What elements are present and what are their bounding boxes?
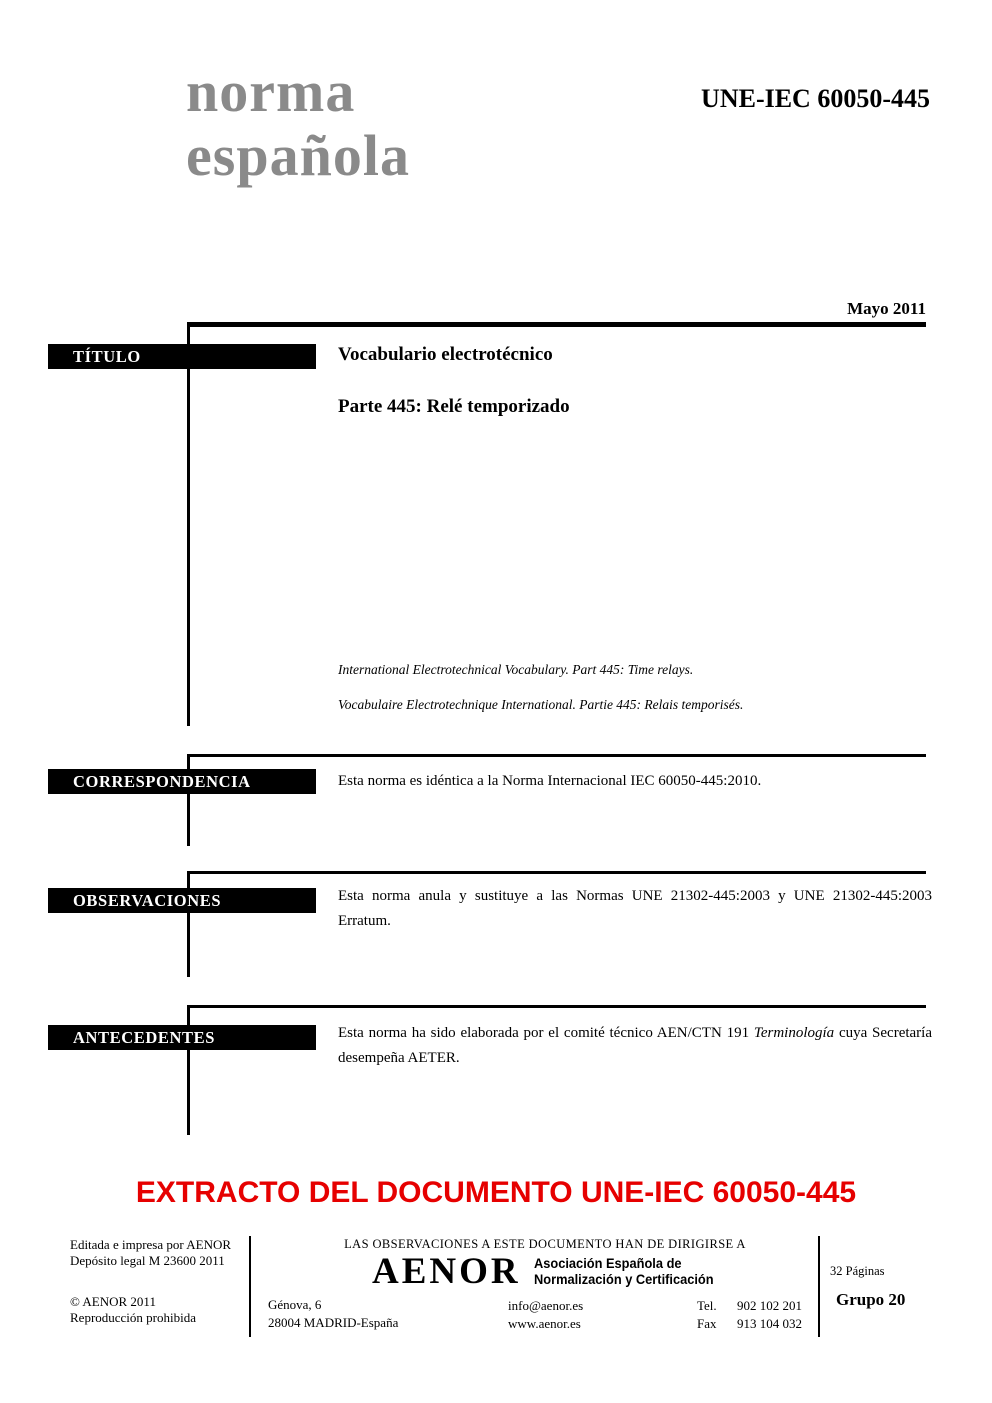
footer-address-block xyxy=(268,1296,398,1332)
antecedentes-text-before: Esta norma ha sido elaborada por el comité técnico AEN/CTN 191 xyxy=(338,1025,754,1041)
logo-line-norma: norma xyxy=(186,59,356,124)
footer-divider-left xyxy=(249,1236,251,1337)
title-english: International Electrotechnical Vocabulary. Part 445: Time relays. xyxy=(338,662,694,677)
footer-email: info@aenor.es xyxy=(508,1298,584,1313)
doc-code: UNE-IEC 60050-445 xyxy=(701,84,930,113)
address-city: 28004 MADRID-España xyxy=(268,1315,399,1330)
observaciones-rule xyxy=(190,871,926,874)
address-street: Génova, 6 xyxy=(268,1297,322,1312)
correspondencia-label-bar xyxy=(48,769,316,794)
aenor-org-name xyxy=(534,1256,714,1288)
antecedentes-label: ANTECEDENTES xyxy=(73,1028,215,1047)
footer-tel-numbers xyxy=(737,1297,802,1333)
antecedentes-text-after: cuya Secretaría desempeña AETER. xyxy=(338,1025,932,1066)
titulo-label-bar xyxy=(48,344,316,369)
correspondencia-rule xyxy=(190,754,926,757)
observaciones-vline xyxy=(187,871,190,977)
titulo-label: TÍTULO xyxy=(73,347,141,366)
antecedentes-text xyxy=(338,1021,932,1071)
footer-notice: LAS OBSERVACIONES A ESTE DOCUMENTO HAN DE DIRIGIRSE A xyxy=(344,1237,746,1251)
title-french: Vocabulaire Electrotechnique International. Partie 445: Relais temporisés. xyxy=(338,697,744,712)
footer-tel-labels xyxy=(697,1297,717,1333)
footer-deposit-line: Depósito legal M 23600 2011 xyxy=(70,1252,225,1268)
title-line-2: Parte 445: Relé temporizado xyxy=(338,396,570,417)
logo-line-espanola: española xyxy=(186,123,410,188)
correspondencia-vline xyxy=(187,754,190,846)
page-count: 32 Páginas xyxy=(830,1264,885,1278)
group-number: Grupo 20 xyxy=(836,1290,906,1309)
footer-website: www.aenor.es xyxy=(508,1316,581,1331)
antecedentes-text-italic: Terminología xyxy=(753,1025,835,1041)
aenor-org-line-1: Asociación Española de xyxy=(534,1256,682,1271)
header-rule xyxy=(190,322,926,327)
observaciones-text: Esta norma anula y sustituye a las Normas UNE 21302-445:2003 y UNE 21302-445:2003 Erratum. xyxy=(338,888,932,929)
tel-number: 902 102 201 xyxy=(737,1298,802,1313)
footer-publisher-block xyxy=(70,1237,231,1268)
norma-espanola-logo xyxy=(186,60,410,188)
correspondencia-label: CORRESPONDENCIA xyxy=(73,772,251,791)
antecedentes-rule xyxy=(190,1005,926,1008)
fax-label: Fax xyxy=(697,1316,717,1331)
footer-copyright-block xyxy=(70,1294,196,1325)
footer-publisher-line: Editada e impresa por AENOR xyxy=(70,1237,232,1252)
fax-number: 913 104 032 xyxy=(737,1316,802,1331)
observaciones-label-bar xyxy=(48,888,316,913)
aenor-logo: AENOR xyxy=(372,1251,521,1292)
footer-reproduction-line: Reproducción prohibida xyxy=(70,1309,196,1325)
footer-divider-right xyxy=(818,1236,820,1337)
title-vline xyxy=(187,322,190,726)
tel-label: Tel. xyxy=(697,1298,717,1313)
observaciones-label: OBSERVACIONES xyxy=(73,891,222,910)
extracto-banner: EXTRACTO DEL DOCUMENTO UNE-IEC 60050-445 xyxy=(135,1176,857,1209)
title-line-1: Vocabulario electrotécnico xyxy=(338,344,553,365)
antecedentes-label-bar xyxy=(48,1025,316,1050)
aenor-org-line-2: Normalización y Certificación xyxy=(534,1272,714,1287)
footer-copyright-line: © AENOR 2011 xyxy=(70,1294,156,1309)
correspondencia-text: Esta norma es idéntica a la Norma Internacional IEC 60050-445:2010. xyxy=(338,773,762,789)
footer-web-block xyxy=(508,1297,583,1333)
issue-date: Mayo 2011 xyxy=(847,299,926,318)
